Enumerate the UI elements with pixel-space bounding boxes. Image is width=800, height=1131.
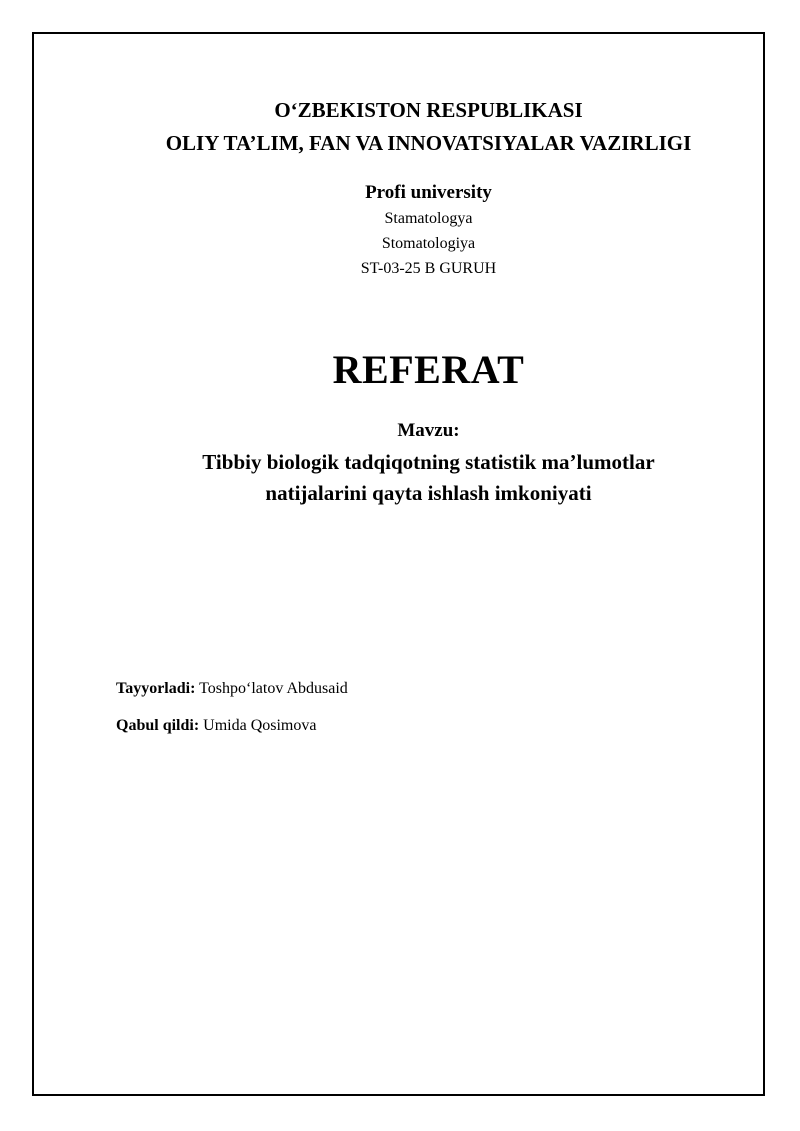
accepted-by-line [116, 717, 316, 735]
accepted-by-label: Qabul qildi: [116, 717, 200, 734]
country-title: O‘ZBEKISTON RESPUBLIKASI [274, 98, 583, 122]
faculty-line-2: Stomatologiya [381, 235, 476, 252]
prepared-by-label: Tayyorladi: [116, 680, 196, 697]
document-type-title: REFERAT [332, 347, 525, 392]
accepted-by-value: Umida Qosimova [203, 717, 317, 734]
prepared-by-line [116, 680, 348, 698]
ministry-title: OLIY TA’LIM, FAN VA INNOVATSIYALAR VAZIRLIGI [165, 131, 692, 155]
topic-line-1: Tibbiy biologik tadqiqotning statistik ma’lumotlar [202, 450, 655, 474]
topic-label: Mavzu: [397, 420, 460, 441]
university-name: Profi university [365, 182, 492, 203]
faculty-line-1: Stamatologya [384, 210, 473, 227]
prepared-by-value: Toshpo‘latov Abdusaid [199, 680, 348, 697]
group-name: ST-03-25 B GURUH [360, 260, 497, 277]
topic-line-2: natijalarini qayta ishlash imkoniyati [265, 481, 592, 505]
